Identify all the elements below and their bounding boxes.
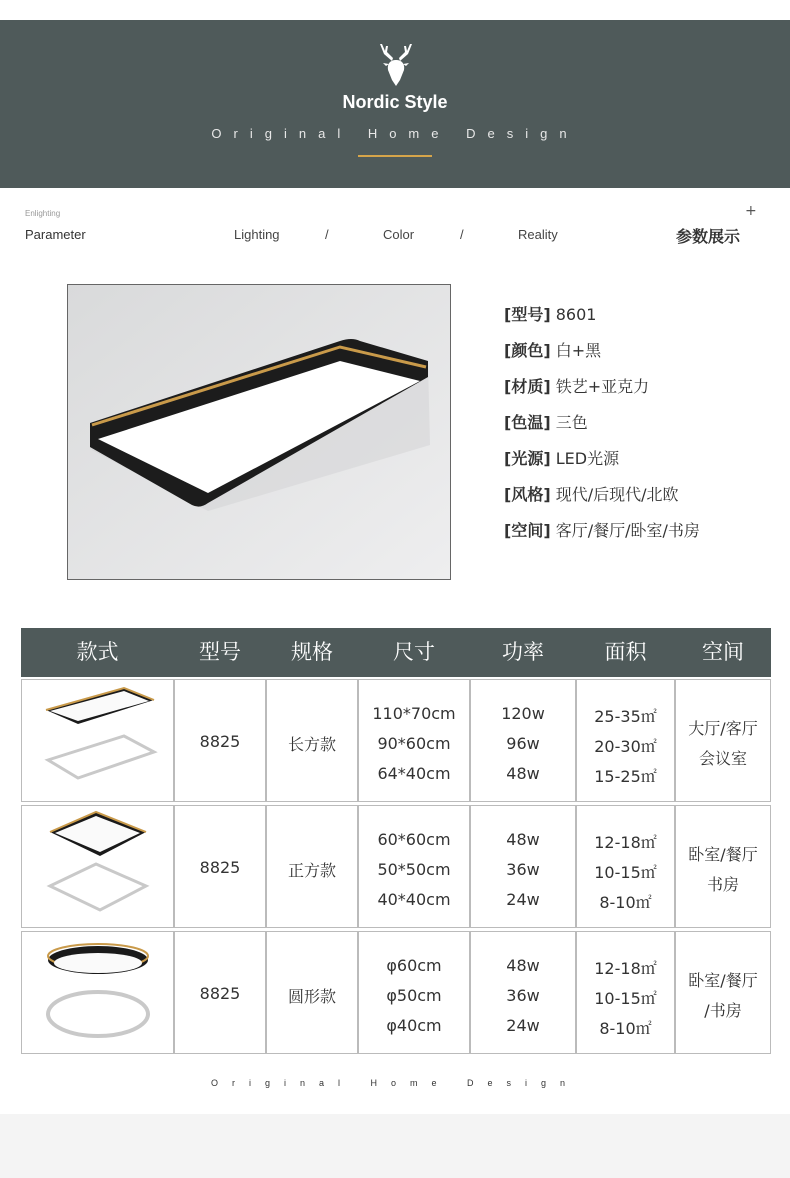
footer-tagline: Original Home Design <box>210 1078 580 1088</box>
nav-item-color: Color <box>383 227 415 242</box>
product-photo <box>67 284 451 580</box>
table-cell-model: 8825 <box>174 805 266 928</box>
table-cell-spec: 长方款 <box>266 679 358 802</box>
header-banner <box>0 20 790 188</box>
deer-logo-icon <box>372 40 420 90</box>
plus-icon: + <box>745 203 757 219</box>
spec-color: [颜色] 白+黑 <box>504 341 602 360</box>
header-area: 面积 <box>604 640 647 664</box>
table-cell-area: 12-18㎡ 10-15㎡ 8-10㎡ <box>576 931 675 1054</box>
spec-style: [风格] 现代/后现代/北欧 <box>504 485 679 504</box>
header-model: 型号 <box>199 640 241 664</box>
spec-material: [材质] 铁艺+亚克力 <box>504 377 650 396</box>
table-cell-area: 12-18㎡ 10-15㎡ 8-10㎡ <box>576 805 675 928</box>
ceiling-light-image <box>68 285 450 579</box>
spec-light-source: [光源] LED光源 <box>504 449 620 468</box>
header-tagline: Original Home Design <box>211 126 579 141</box>
round-light-icon <box>22 932 173 1053</box>
table-cell-space: 卧室/餐厅 书房 <box>675 805 771 928</box>
table-header <box>21 628 771 677</box>
table-row-image <box>21 805 174 928</box>
nav-separator: / <box>460 227 464 242</box>
table-cell-size: 60*60cm 50*50cm 40*40cm <box>358 805 470 928</box>
parameter-title: 参数展示 <box>676 227 741 246</box>
header-style: 款式 <box>76 640 119 664</box>
spec-model: [型号] 8601 <box>504 305 597 324</box>
header-power: 功率 <box>502 640 544 664</box>
header-spec: 规格 <box>291 640 333 664</box>
table-cell-spec: 圆形款 <box>266 931 358 1054</box>
nav-item-lighting: Lighting <box>234 227 280 242</box>
header-space: 空间 <box>702 640 744 664</box>
table-cell-space: 卧室/餐厅 /书房 <box>675 931 771 1054</box>
nav-separator: / <box>325 227 329 242</box>
spec-color-temp: [色温] 三色 <box>504 413 588 432</box>
gold-divider <box>358 155 432 157</box>
nav-parameter-label: Parameter <box>25 227 86 242</box>
brand-name: Nordic Style <box>342 92 448 112</box>
table-cell-model: 8825 <box>174 931 266 1054</box>
table-cell-space: 大厅/客厅 会议室 <box>675 679 771 802</box>
square-light-icon <box>22 806 173 927</box>
bottom-band <box>0 1114 790 1178</box>
header-size: 尺寸 <box>393 640 435 664</box>
table-cell-spec: 正方款 <box>266 805 358 928</box>
spec-space: [空间] 客厅/餐厅/卧室/书房 <box>504 521 700 540</box>
table-cell-model: 8825 <box>174 679 266 802</box>
table-row-image <box>21 931 174 1054</box>
table-cell-size: 110*70cm 90*60cm 64*40cm <box>358 679 470 802</box>
nav-small-label: Enlighting <box>25 209 61 218</box>
table-cell-power: 120w 96w 48w <box>470 679 576 802</box>
rect-light-icon <box>22 680 173 801</box>
table-cell-power: 48w 36w 24w <box>470 931 576 1054</box>
nav-item-reality: Reality <box>518 227 558 242</box>
table-row-image <box>21 679 174 802</box>
table-cell-area: 25-35㎡ 20-30㎡ 15-25㎡ <box>576 679 675 802</box>
table-cell-size: φ60cm φ50cm φ40cm <box>358 931 470 1054</box>
table-cell-power: 48w 36w 24w <box>470 805 576 928</box>
